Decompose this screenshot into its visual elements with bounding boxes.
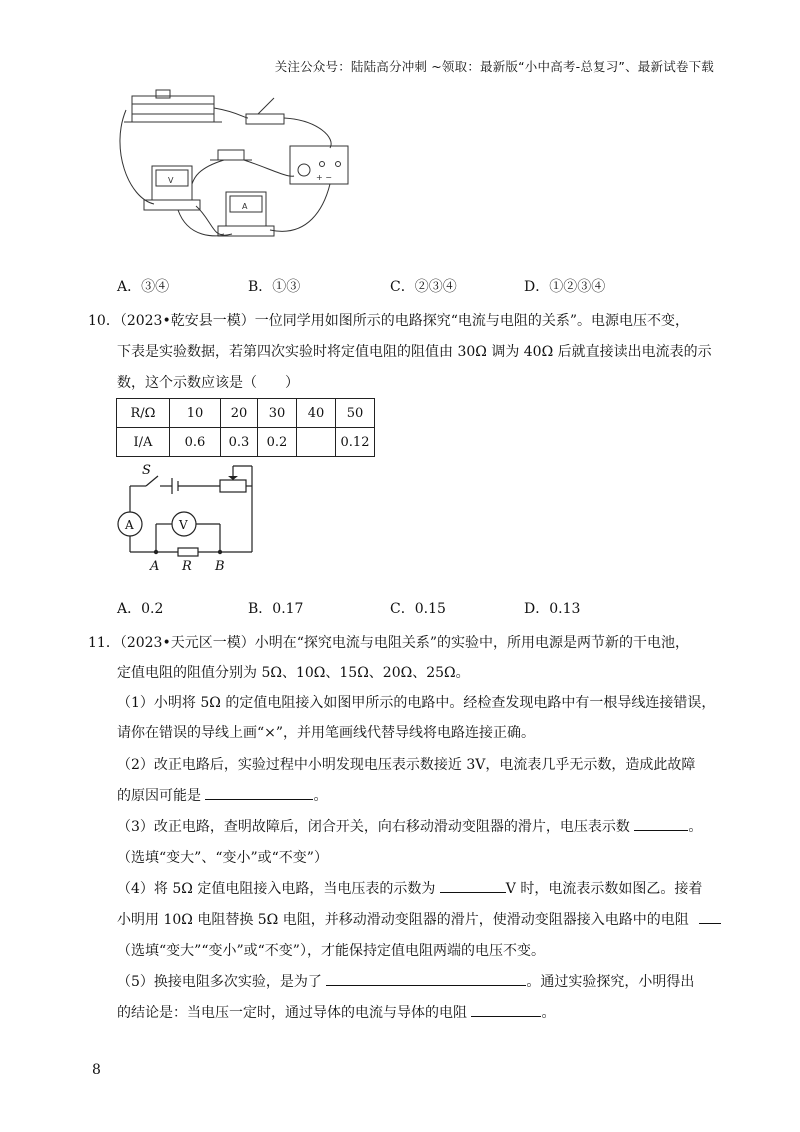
table-cell: 0.12 [336, 428, 375, 457]
answer-blank-3[interactable] [634, 816, 688, 831]
ammeter-label: A [125, 518, 134, 532]
rheostat-body [132, 96, 214, 122]
q11-part5-text: （5）换接电阻多次实验，是为了 [117, 974, 322, 990]
table-row [117, 399, 375, 428]
punct: 。 [688, 819, 703, 835]
page-header: 关注公众号：陆陆高分冲刺 ~领取：最新版“小中高考-总复习”、最新试卷下载 [274, 59, 714, 74]
voltmeter-label: V [168, 176, 174, 185]
answer-blank-2[interactable] [205, 785, 313, 800]
q11-part3-a [117, 816, 702, 836]
q11-part3-text: （3）改正电路，查明故障后，闭合开关，向右移动滑动变阻器的滑片，电压表示数 [117, 819, 630, 835]
question-number: 11． [88, 635, 120, 651]
q11-part5-a [117, 971, 694, 991]
q11-text-1: （2023•天元区一模）小明在“探究电流与电阻关系”的实验中，所用电源是两节新的干电池， [119, 635, 690, 651]
q11-part1-a: （1）小明将 5Ω 的定值电阻接入如图甲所示的电路中。经检查发现电路中有一根导线连接错误， [117, 695, 716, 711]
q11-part4-text-b: 小明用 10Ω 电阻替换 5Ω 电阻，并移动滑动变阻器的滑片，使滑动变阻器接入电路中的电阻 [117, 912, 689, 928]
table-cell: 40 [297, 399, 336, 428]
q11-line-2: 定值电阻的阻值分别为 5Ω、10Ω、15Ω、20Ω、25Ω。 [117, 665, 470, 681]
q9-option-b[interactable] [248, 276, 300, 296]
table-cell: 20 [221, 399, 258, 428]
option-letter: B． [248, 279, 273, 295]
option-letter: D． [524, 279, 550, 295]
power-supply-terminals-label: + − [316, 173, 332, 182]
q10-option-a[interactable] [117, 598, 163, 618]
q11-part5-b [117, 1002, 555, 1022]
q10-circuit-diagram [112, 462, 272, 582]
q11-part2-b [117, 785, 327, 805]
q11-part5-text-b: 的结论是：当电压一定时，通过导体的电流与导体的电阻 [117, 1005, 467, 1021]
switch-label: S [142, 463, 151, 478]
q11-part2-a: （2）改正电路后，实验过程中小明发现电压表示数接近 3V，电流表几乎无示数，造成此故障 [117, 757, 696, 773]
option-text: ①③ [272, 279, 301, 295]
q11-part4-text-mid: V 时，电流表示数如图乙。接着 [505, 881, 703, 897]
option-letter: A． [117, 601, 142, 617]
option-letter: C． [390, 601, 415, 617]
q11-part5-text-end: 。通过实验探究，小明得出 [526, 974, 695, 990]
option-text: 0.15 [414, 601, 446, 617]
q11-part4-c: （选填“变大”“变小”或“不变”），才能保持定值电阻两端的电压不变。 [117, 943, 545, 959]
q11-part2-text: 的原因可能是 [117, 788, 201, 804]
table-cell: 30 [258, 399, 297, 428]
q11-part4-a [117, 878, 702, 898]
q10-line-1 [88, 310, 689, 330]
table-cell: R/Ω [117, 399, 170, 428]
q9-option-c[interactable] [390, 276, 457, 296]
q11-part4-text: （4）将 5Ω 定值电阻接入电路，当电压表的示数为 [117, 881, 436, 897]
answer-blank-5b[interactable] [471, 1002, 541, 1017]
q10-option-d[interactable] [524, 598, 580, 618]
punct: 。 [313, 788, 328, 804]
q9-apparatus-figure [118, 88, 358, 248]
answer-blank-5a[interactable] [326, 971, 526, 986]
table-cell: 10 [170, 399, 221, 428]
switch-base [246, 114, 284, 124]
answer-blank-4a[interactable] [440, 878, 506, 893]
q11-part4-b [117, 909, 721, 929]
table-cell: 0.6 [170, 428, 221, 457]
table-cell: 0.3 [221, 428, 258, 457]
q10-line-3: 数，这个示数应该是（ ） [117, 375, 299, 391]
q10-text-1: （2023•乾安县一模）一位同学用如图所示的电路探究“电流与电阻的关系”。电源电压不变， [119, 313, 690, 329]
q9-option-d[interactable] [524, 276, 605, 296]
option-text: ③④ [141, 279, 170, 295]
ammeter-label: A [242, 202, 248, 211]
option-letter: C． [390, 279, 415, 295]
option-letter: A． [117, 279, 142, 295]
option-text: 0.2 [141, 601, 164, 617]
answer-blank-4b[interactable] [699, 909, 721, 924]
resistor-block [218, 150, 244, 160]
point-a-label: A [150, 559, 160, 574]
option-letter: B． [248, 601, 273, 617]
q11-part3-b: （选填“变大”、“变小”或“不变”） [117, 850, 328, 866]
q10-option-c[interactable] [390, 598, 446, 618]
table-cell: I/A [117, 428, 170, 457]
resistor-symbol [178, 548, 198, 556]
q11-line-1 [88, 632, 689, 652]
option-text: 0.13 [549, 601, 581, 617]
point-b-label: B [215, 559, 225, 574]
table-cell: 50 [336, 399, 375, 428]
table-row [117, 428, 375, 457]
table-cell: 0.2 [258, 428, 297, 457]
q11-part1-b: 请你在错误的导线上画“×”，并用笔画线代替导线将电路连接正确。 [117, 725, 536, 741]
table-cell [297, 428, 336, 457]
resistor-label: R [182, 559, 192, 574]
q10-option-b[interactable] [248, 598, 303, 618]
page-number: 8 [92, 1062, 101, 1078]
punct: 。 [541, 1005, 556, 1021]
question-number: 10． [88, 313, 120, 329]
option-letter: D． [524, 601, 550, 617]
q10-data-table [116, 398, 375, 457]
rheostat-symbol [220, 480, 246, 492]
voltmeter-label: V [179, 518, 188, 532]
option-text: 0.17 [272, 601, 304, 617]
q9-option-a[interactable] [117, 276, 169, 296]
q10-line-2: 下表是实验数据，若第四次实验时将定值电阻的阻值由 30Ω 调为 40Ω 后就直接读出电流表的示 [117, 344, 712, 360]
option-text: ①②③④ [549, 279, 606, 295]
option-text: ②③④ [414, 279, 457, 295]
